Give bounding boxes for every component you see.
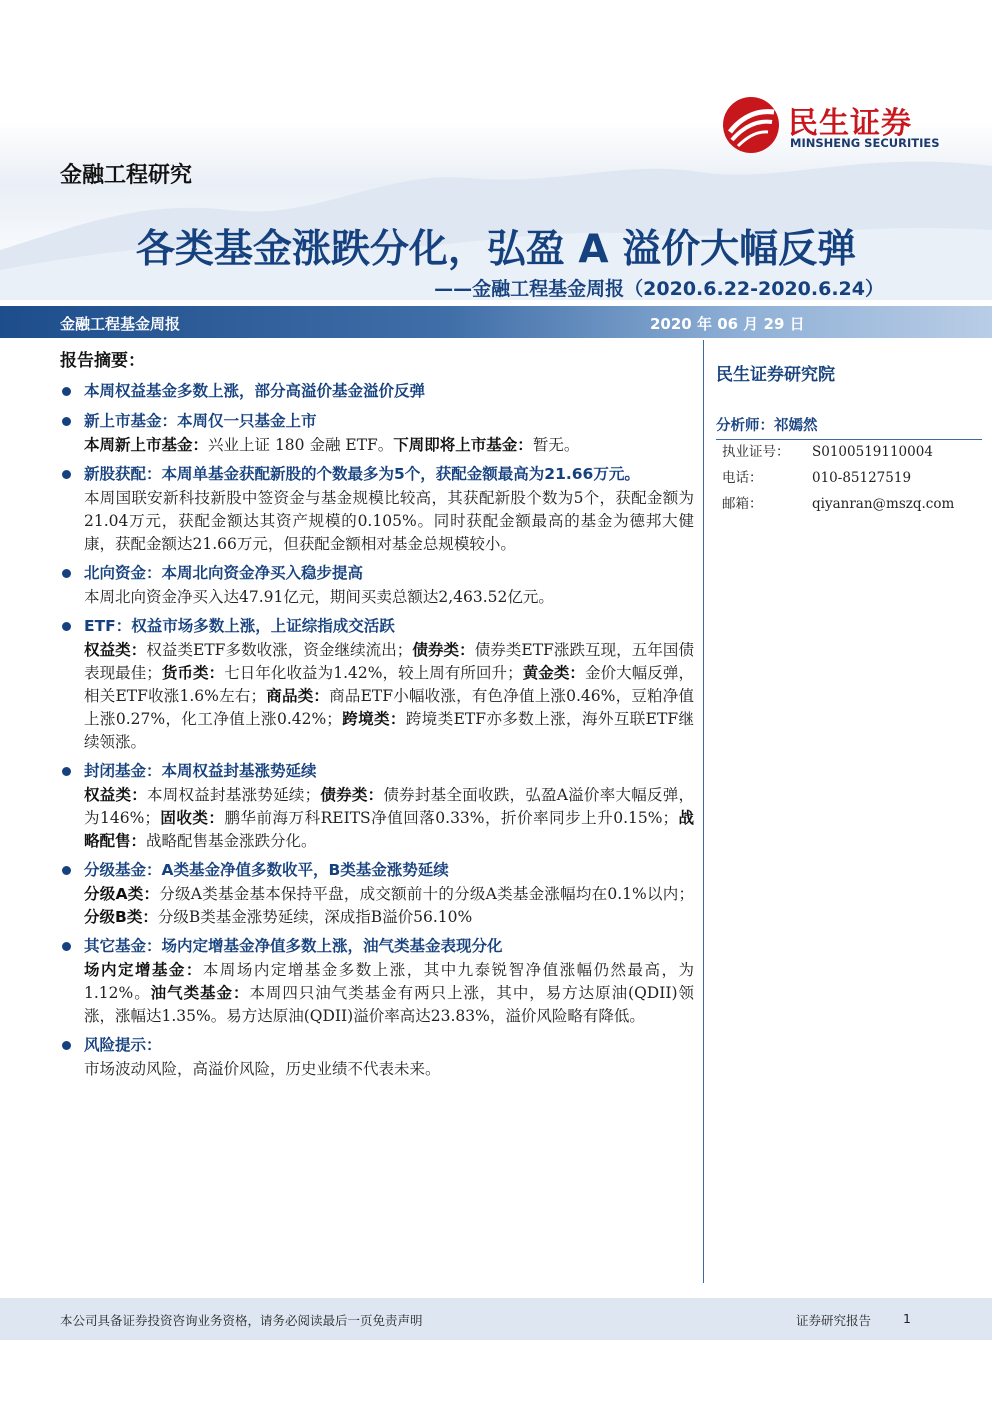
body-label: 权益类： [84,786,148,804]
analyst-name: 分析师：祁嫣然 [716,414,982,440]
body-label: 货币类： [161,664,225,682]
body-text: 分级B类基金涨势延续，深成指B溢价56.10% [157,908,473,926]
body-label: 油气类基金： [150,984,250,1002]
info-value: qiyanran@mszq.com [812,496,955,512]
summary-item [60,378,694,404]
bullet-icon [62,417,71,426]
report-subtitle: ——金融工程基金周报（2020.6.22-2020.6.24） [434,278,884,300]
info-key: 电话： [722,470,763,486]
body-label: 债券类： [320,786,384,804]
info-row [722,494,954,520]
summary-item [60,933,694,1028]
heading-text: 新上市基金：本周仅一只基金上市 [84,412,317,430]
body-text: 七日年化收益为1.42%，较上周有所回升； [224,664,523,682]
body-text: 分级A类基金基本保持平盘，成交额前十的分级A类基金涨幅均在0.1%以内； [159,885,694,903]
summary-item-heading [60,933,694,959]
body-text: 市场波动风险，高溢价风险，历史业绩不代表未来。 [84,1060,441,1078]
summary-item-heading [60,1032,694,1058]
summary-title: 报告摘要： [60,351,145,371]
body-label: 权益类： [84,641,147,659]
body-label: 下周即将上市基金： [393,436,533,454]
summary-item [60,461,694,556]
body-text: 本周北向资金净买入达47.91亿元，期间买卖总额达2,463.52亿元。 [84,588,554,606]
body-label: 固收类： [159,809,225,827]
info-key: 执业证号： [722,444,790,460]
body-label: 商品类： [266,687,330,705]
logo-mark-icon [722,96,780,154]
body-text: 兴业上证 180 金融 ETF。 [208,436,394,454]
summary-item [60,408,694,457]
summary-item-body [60,434,694,457]
institute-name: 民生证券研究院 [716,365,835,385]
summary-item-heading [60,461,694,487]
brand-name-en: MINSHENG SECURITIES [790,136,940,150]
body-text: 鹏华前海万科REITS净值回落0.33%，折价率同步上升0.15%； [224,809,678,827]
summary-item [60,758,694,853]
summary-item [60,613,694,754]
body-label: 分级B类： [84,908,158,926]
heading-text: ETF：权益市场多数上涨，上证综指成交活跃 [84,617,395,635]
summary-item [60,857,694,929]
summary-item-heading [60,758,694,784]
summary-item-heading [60,378,694,404]
body-text: 本周国联安新科技新股中签资金与基金规模比较高，其获配新股个数为5个，获配金额为21.04万元，获配金额达其资产规模的0.105%。同时获配金额最高的基金为德邦大健康，获配金额达21.66万元，但获配金额相对基金总规模较小。 [84,489,694,553]
bullet-icon [62,569,71,578]
body-text: 本周四只油气类基金有两只上涨，其中，易方达原油(QDII)领涨，涨幅达1.35%。易方达原油(QDII)溢价率高达23.83%，溢价风险略有降低。 [84,984,694,1025]
column-divider [703,340,704,1283]
body-text: 本周场内定增基金多数上涨，其中九泰锐智净值涨幅仍然最高，为1.12%。 [84,961,694,1002]
summary-item [60,560,694,609]
summary-item-heading [60,408,694,434]
bullet-icon [62,767,71,776]
brand-name-cn: 民生证券 [788,106,912,141]
section-label: 金融工程研究 [60,163,193,188]
footer-label: 证券研究报告 [796,1313,872,1328]
report-title: 各类基金涨跌分化，弘盈 A 溢价大幅反弹 [135,227,857,272]
report-date: 2020 年 06 月 29 日 [650,315,805,333]
summary-item-body [60,959,694,1028]
body-label: 黄金类： [522,664,585,682]
info-value: S0100519110004 [812,444,933,460]
heading-text: 封闭基金：本周权益封基涨势延续 [84,762,317,780]
bullet-icon [62,387,71,396]
body-label: 跨境类： [341,710,406,728]
summary-item-body [60,883,694,929]
page-number: 1 [903,1311,911,1326]
footer-bar [0,1298,992,1340]
summary-item-body [60,784,694,853]
report-type: 金融工程基金周报 [60,315,181,333]
heading-text: 北向资金：本周北向资金净买入稳步提高 [84,564,364,582]
summary-item-body [60,487,694,556]
summary-item-heading [60,613,694,639]
info-row [722,468,954,494]
body-text: 金价大幅反弹，相关ETF收涨1.6%左右； [84,664,694,705]
body-label: 债券类： [412,641,475,659]
body-text: 债券封基全面收跌，弘盈A溢价率大幅反弹，为146%； [84,786,694,827]
summary-item-body [60,586,694,609]
body-text: 暂无。 [532,436,580,454]
header-bar [0,306,992,338]
bullet-icon [62,942,71,951]
heading-text: 本周权益基金多数上涨，部分高溢价基金溢价反弹 [84,382,426,400]
info-key: 邮箱： [722,496,763,512]
body-label: 本周新上市基金： [84,436,209,454]
bullet-icon [62,1041,71,1050]
body-text: 跨境类ETF亦多数上涨，海外互联ETF继续领涨。 [84,710,694,751]
heading-text: 风险提示： [84,1036,162,1054]
summary-item-body [60,639,694,754]
heading-text: 其它基金：场内定增基金净值多数上涨，油气类基金表现分化 [84,937,503,955]
summary-content [60,378,694,1085]
bullet-icon [62,470,71,479]
body-text: 债券类ETF涨跌互现，五年国债表现最佳； [84,641,694,682]
body-label: 分级A类： [84,885,160,903]
info-value: 010-85127519 [812,470,912,486]
heading-text: 新股获配：本周单基金获配新股的个数最多为5个，获配金额最高为21.66万元。 [84,465,640,483]
body-text: 本周权益封基涨势延续； [147,786,321,804]
analyst-info [722,442,954,520]
bullet-icon [62,866,71,875]
body-label: 战略配售： [84,809,694,850]
body-text: 商品ETF小幅收涨，有色净值上涨0.46%，豆粕净值上涨0.27%，化工净值上涨0.42%； [84,687,694,728]
body-text: 权益类ETF多数收涨，资金继续流出； [146,641,413,659]
body-text: 战略配售基金涨跌分化。 [146,832,317,850]
summary-item-heading [60,857,694,883]
summary-item [60,1032,694,1081]
summary-item-body [60,1058,694,1081]
bullet-icon [62,622,71,631]
brand-logo [722,96,952,156]
heading-text: 分级基金：A类基金净值多数收平，B类基金涨势延续 [84,861,449,879]
summary-item-heading [60,560,694,586]
footer-disclaimer: 本公司具备证券投资咨询业务资格，请务必阅读最后一页免责声明 [60,1313,423,1328]
info-row [722,442,954,468]
body-label: 场内定增基金： [84,961,203,979]
